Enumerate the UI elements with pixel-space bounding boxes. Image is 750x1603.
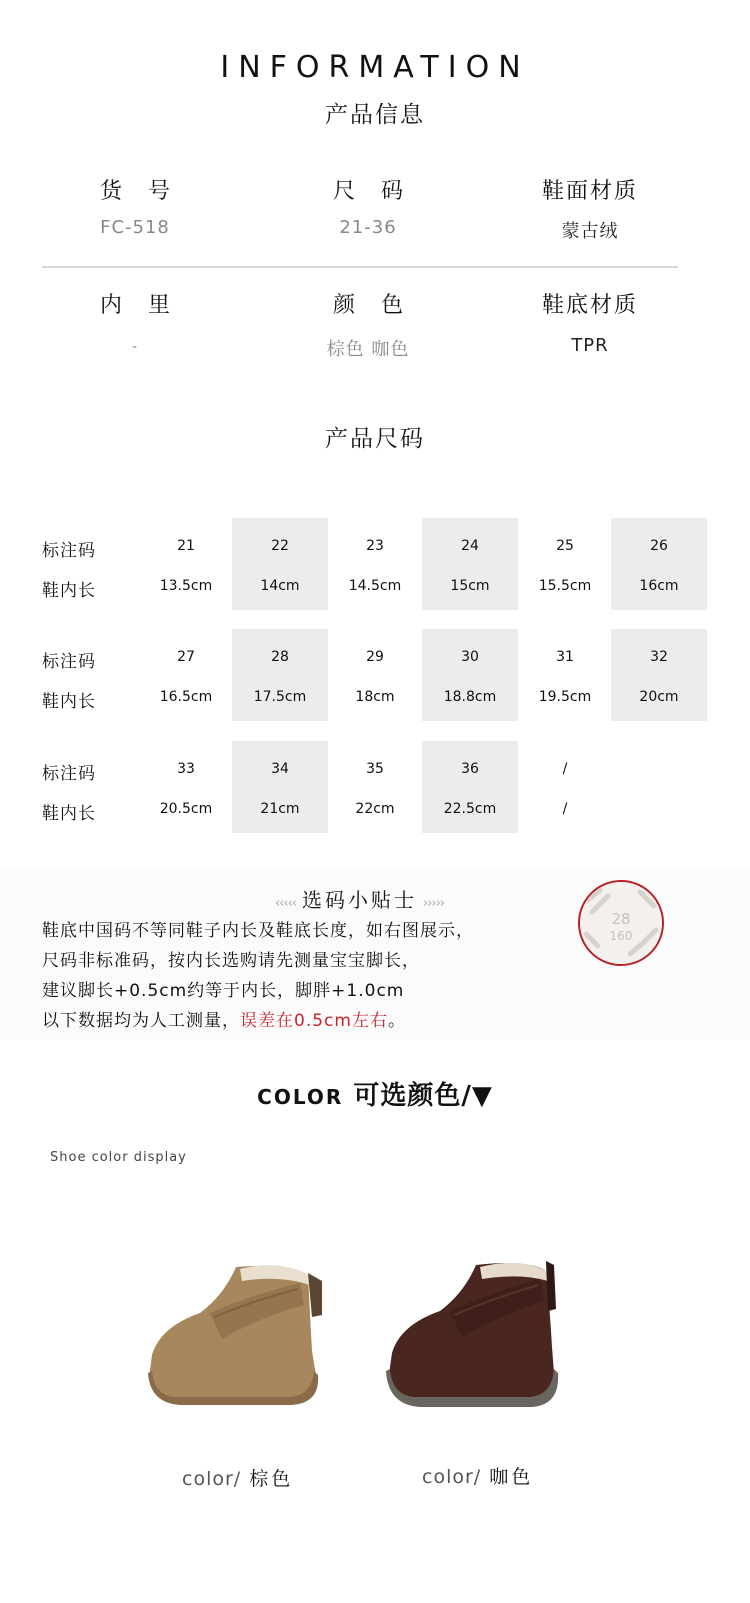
- tip-line-4-suffix: 。: [387, 1011, 406, 1031]
- size-value: 29: [366, 649, 384, 665]
- info-label: 内里: [99, 293, 196, 318]
- size-value: 30: [461, 649, 479, 665]
- info-item-color: [258, 288, 478, 361]
- length-row-label: 鞋内长: [42, 804, 96, 824]
- length-value: 18.8cm: [443, 689, 497, 705]
- size-value: 27: [177, 649, 195, 665]
- size-value: 28: [271, 649, 289, 665]
- length-value: 22.5cm: [443, 801, 497, 817]
- color-label-name: 棕色: [249, 1468, 294, 1490]
- size-row-label: 标注码: [42, 652, 96, 672]
- color-label-tan: [182, 1464, 293, 1491]
- size-value: /: [562, 761, 568, 777]
- length-value: 15.5cm: [538, 578, 592, 594]
- color-title-en: COLOR: [257, 1085, 344, 1109]
- tips-title: [275, 884, 515, 914]
- info-value: -: [131, 339, 139, 355]
- length-value: 15cm: [450, 578, 490, 594]
- size-block: [0, 518, 750, 610]
- length-value: /: [562, 801, 568, 817]
- size-value: 22: [271, 538, 289, 554]
- info-value: 蒙古绒: [561, 221, 619, 242]
- info-item-sole-material: [480, 288, 700, 356]
- size-block: [0, 741, 750, 833]
- length-value: 14.5cm: [348, 578, 402, 594]
- info-value: 棕色 咖色: [326, 339, 410, 360]
- size-value: 31: [556, 649, 574, 665]
- arrows-right-icon: ›››››: [423, 896, 444, 911]
- info-value: 21-36: [339, 217, 397, 238]
- sole-mark-length: 160: [609, 929, 633, 943]
- color-label-name: 咖色: [489, 1466, 534, 1488]
- size-value: 24: [461, 538, 479, 554]
- size-column: [517, 518, 613, 610]
- boot-tan-icon: [140, 1255, 330, 1415]
- size-column: [422, 518, 518, 610]
- size-column: [232, 741, 328, 833]
- length-value: 16cm: [639, 578, 679, 594]
- length-value: 16.5cm: [159, 689, 213, 705]
- tips-title-text: 选码小贴士: [302, 888, 417, 912]
- tip-line-1: 鞋底中国码不等同鞋子内长及鞋底长度，如右图展示，: [42, 921, 474, 941]
- size-value: 33: [177, 761, 195, 777]
- size-section-title: 产品尺码: [325, 426, 425, 452]
- tip-line-2: 尺码非标准码，按内长选购请先测量宝宝脚长，: [42, 951, 420, 971]
- size-value: 36: [461, 761, 479, 777]
- shoe-image-brown: [380, 1255, 570, 1419]
- down-triangle-icon: ▼: [471, 1081, 493, 1111]
- size-column: [138, 629, 234, 721]
- info-value: FC-518: [100, 217, 170, 238]
- shoe-image-tan: [140, 1255, 330, 1419]
- length-value: 14cm: [260, 578, 300, 594]
- color-title-cn: 可选颜色/: [353, 1081, 472, 1111]
- size-column: [422, 629, 518, 721]
- size-column: [611, 629, 707, 721]
- length-value: 13.5cm: [159, 578, 213, 594]
- title-chinese: 产品信息: [325, 102, 425, 128]
- size-row-label: 标注码: [42, 541, 96, 561]
- size-block: [0, 629, 750, 721]
- length-row-label: 鞋内长: [42, 581, 96, 601]
- info-item-lining: [25, 288, 245, 355]
- size-column: [232, 518, 328, 610]
- size-value: 23: [366, 538, 384, 554]
- size-column: [232, 629, 328, 721]
- arrows-left-icon: ‹‹‹‹‹: [275, 896, 296, 911]
- length-value: 22cm: [355, 801, 395, 817]
- sole-size-mark-image: [578, 880, 664, 966]
- tip-line-4-highlight: 误差在0.5cm左右: [240, 1011, 388, 1031]
- size-column: [517, 629, 613, 721]
- color-section-title: [0, 1075, 750, 1112]
- length-value: 18cm: [355, 689, 395, 705]
- info-label: 鞋面材质: [541, 179, 638, 204]
- sole-mark-size: 28: [611, 910, 631, 928]
- length-row-label: 鞋内长: [42, 692, 96, 712]
- info-label: 货号: [99, 179, 196, 204]
- color-label-prefix: color/: [422, 1466, 482, 1488]
- size-column: [611, 741, 707, 833]
- title-english: INFORMATION: [220, 50, 530, 85]
- info-item-upper-material: [480, 174, 700, 243]
- info-label: 鞋底材质: [541, 293, 638, 318]
- size-value: 21: [177, 538, 195, 554]
- size-row-label: 标注码: [42, 764, 96, 784]
- info-label: 尺码: [332, 179, 429, 204]
- size-column: [327, 518, 423, 610]
- info-item-size: [258, 174, 478, 238]
- tip-line-4: [42, 1006, 406, 1031]
- boot-brown-icon: [380, 1255, 570, 1415]
- info-value: TPR: [571, 335, 609, 356]
- size-value: 35: [366, 761, 384, 777]
- length-value: 20.5cm: [159, 801, 213, 817]
- size-value: 25: [556, 538, 574, 554]
- tip-line-4-prefix: 以下数据均为人工测量，: [42, 1011, 240, 1031]
- size-column: [422, 741, 518, 833]
- size-column: [327, 741, 423, 833]
- length-value: 20cm: [639, 689, 679, 705]
- tip-line-3: 建议脚长+0.5cm约等于内长，脚胖+1.0cm: [42, 981, 405, 1001]
- length-value: 17.5cm: [253, 689, 307, 705]
- info-item-model: [25, 174, 245, 238]
- color-label-prefix: color/: [182, 1468, 242, 1490]
- size-value: 34: [271, 761, 289, 777]
- size-value: 26: [650, 538, 668, 554]
- size-column: [517, 741, 613, 833]
- shoe-color-caption: Shoe color display: [50, 1150, 187, 1165]
- size-value: 32: [650, 649, 668, 665]
- length-value: 19.5cm: [538, 689, 592, 705]
- divider: [42, 266, 678, 268]
- color-label-brown: [422, 1462, 533, 1489]
- size-column: [138, 741, 234, 833]
- size-column: [611, 518, 707, 610]
- sole-tread-icon: [580, 882, 662, 964]
- size-column: [138, 518, 234, 610]
- info-label: 颜色: [332, 293, 429, 318]
- size-column: [327, 629, 423, 721]
- length-value: 21cm: [260, 801, 300, 817]
